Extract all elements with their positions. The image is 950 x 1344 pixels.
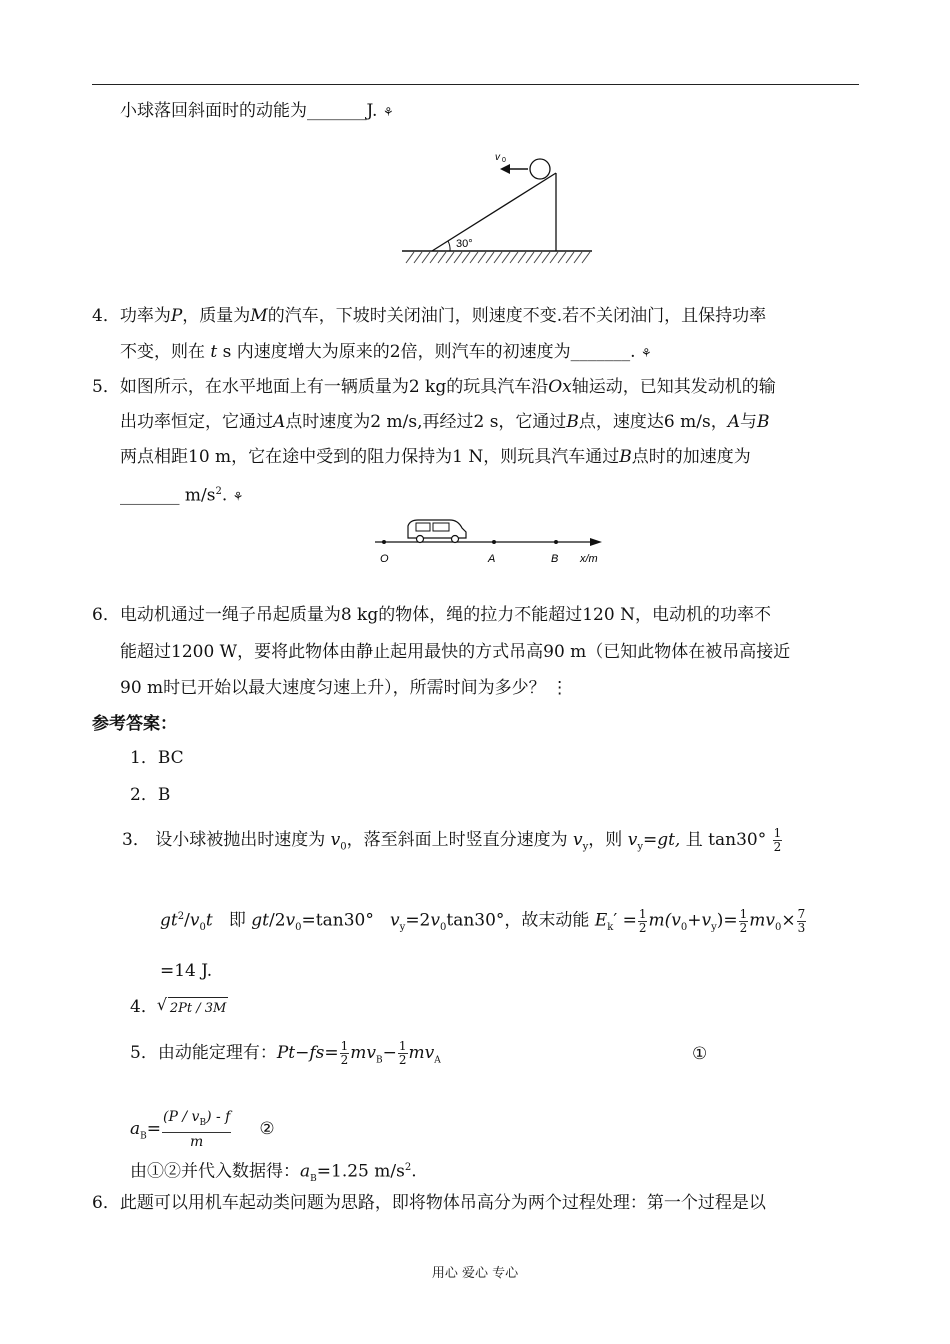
- toy-car-icon: [408, 520, 466, 543]
- question-4-line1: 4．功率为P，质量为M的汽车，下坡时关闭油门，则速度不变.若不关闭油门，且保持功率: [92, 306, 767, 326]
- svg-text:A: A: [488, 553, 496, 565]
- answer-6-line1: 6．此题可以用机车起动类问题为思路，即将物体吊高分为两个过程处理：第一个过程是以: [92, 1193, 766, 1213]
- answer-3-line3: =14 J.: [160, 961, 213, 981]
- answer-3-line2: $gt^2/v_0t$ 即 $gt/2v_0=\tan 30^\circ$ $v_y=2v_0\tan 30^\circ$，故末动能 $E_k'$ = $\frac{1}{2}$ $m(v_0+v_y)=$ $\frac{1}{2}$ $mv_0\times$ $\frac{7}{3}$: [160, 906, 806, 935]
- ball: [530, 159, 550, 179]
- answer-3-line1: 3． 设小球被抛出时速度为 $v_0$，落至斜面上时竖直分速度为 $v_y$，则 $v_y=gt$, 且 tan30° $\frac{1}{2}$: [122, 826, 782, 854]
- svg-text:B: B: [551, 553, 559, 565]
- equation-label-1: ①: [692, 1044, 708, 1064]
- answer-5-line1: 5．由动能定理有：Pt−fs= $\frac{1}{2}$ $mv_B-$ $\frac{1}{2}$ $mv_A$: [130, 1039, 441, 1067]
- answers-title: 参考答案：: [92, 714, 177, 734]
- car-axis-figure: [370, 512, 615, 570]
- answer-2: 2．B: [130, 785, 171, 805]
- svg-text:v: v: [495, 152, 500, 163]
- question-5-line1: 5．如图所示，在水平地面上有一辆质量为2 kg的玩具汽车沿Ox轴运动，已知其发动机的输: [92, 377, 776, 397]
- question-6-line3: 90 m时已开始以最大速度匀速上升），所需时间为多少？ ⋮: [120, 678, 569, 698]
- edit-mark-icon: ⚘: [640, 346, 652, 360]
- answer-5-line2: $a_B=$ $\frac{(P / v_B) - f}{m}$ ②: [130, 1109, 275, 1150]
- question-5-line4: _______ $m/s^2$. ⚘: [120, 485, 244, 506]
- incline-figure: [400, 145, 595, 270]
- sqrt-expression: √ 2Pt / 3M: [168, 997, 228, 1020]
- edit-mark-icon: ⚘: [232, 489, 244, 504]
- question-6-line1: 6．电动机通过一绳子吊起质量为8 kg的物体，绳的拉力不能超过120 N，电动机的功率不: [92, 605, 771, 625]
- question-5-line2: 出功率恒定，它通过A点时速度为2 m/s,再经过2 s，它通过B点，速度达6 m/s，A与B: [120, 412, 770, 432]
- answer-5-line3: 由①②并代入数据得：$a_B=1.25$ $m/s^2$.: [130, 1161, 417, 1185]
- answer-4: 4．√ 2Pt / 3M: [130, 996, 228, 1020]
- question-5-line3: 两点相距10 m，它在途中受到的阻力保持为1 N，则玩具汽车通过B点时的加速度为: [120, 447, 751, 467]
- svg-text:x/m: x/m: [580, 553, 598, 565]
- svg-text:O: O: [380, 553, 389, 565]
- angle-label: 30°: [456, 238, 473, 250]
- page-footer: 用心 爱心 专心: [431, 1266, 519, 1281]
- question-4-line2: 不变，则在 t s 内速度增大为原来的2倍，则汽车的初速度为_______. ⚘: [120, 342, 652, 362]
- header-rule: [92, 84, 859, 85]
- svg-text:0: 0: [502, 157, 506, 164]
- edit-mark-icon: ⚘: [382, 105, 394, 119]
- question-6-line2: 能超过1200 W，要将此物体由静止起用最快的方式吊高90 m（已知此物体在被吊高接近: [120, 642, 791, 662]
- q3-tail: 小球落回斜面时的动能为_______J. ⚘: [120, 101, 394, 121]
- answer-1: 1．BC: [130, 748, 184, 768]
